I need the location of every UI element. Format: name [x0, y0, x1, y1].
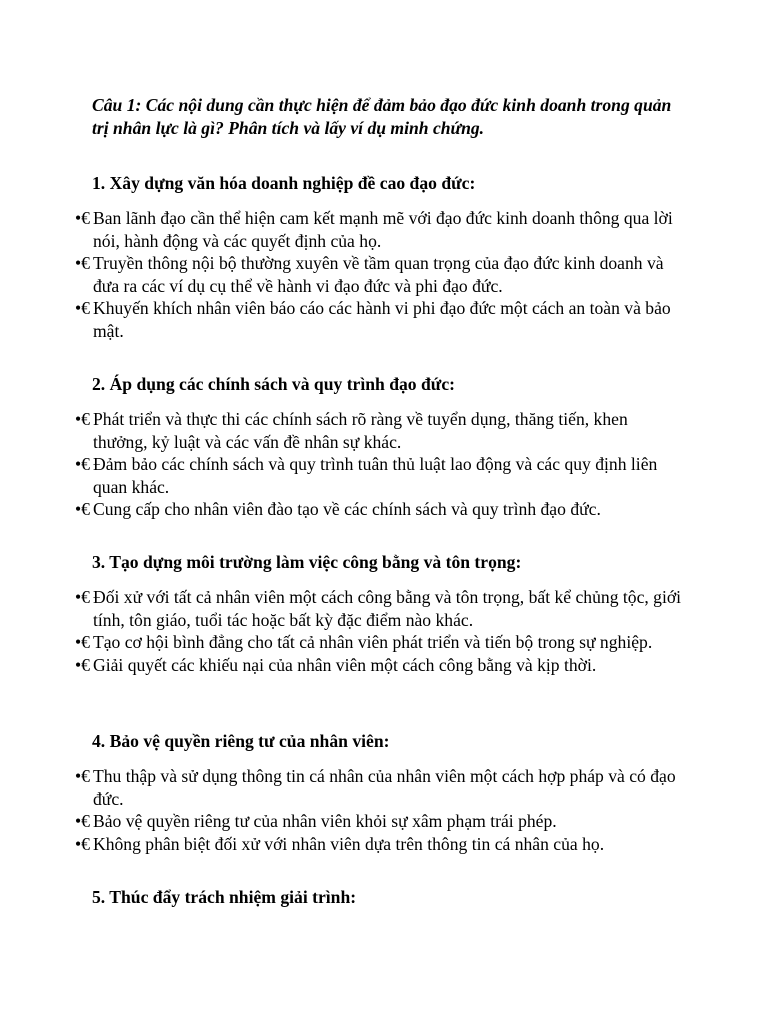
- list-item: [0, 408, 683, 453]
- list-item: [0, 833, 683, 856]
- list-item: [0, 252, 683, 297]
- bullet-mark: •€: [75, 409, 90, 429]
- list-item: [0, 654, 683, 677]
- list-item: [0, 207, 683, 252]
- bullet-text: Thu thập và sử dụng thông tin cá nhân của nhân viên một cách hợp pháp và có đạo đức.: [93, 766, 676, 809]
- bullet-list: [0, 207, 768, 343]
- bullet-text: Tạo cơ hội bình đẳng cho tất cả nhân viên phát triển và tiến bộ trong sự nghiệp.: [93, 632, 653, 653]
- bullet-text: Khuyến khích nhân viên báo cáo các hành vi phi đạo đức một cách an toàn và bảo mật.: [93, 298, 671, 341]
- bullet-mark: •€: [75, 587, 90, 607]
- bullet-mark: •€: [75, 833, 90, 854]
- bullet-text: Đối xử với tất cả nhân viên một cách công bằng và tôn trọng, bất kể chủng tộc, giới tính, tôn giáo, tuổi tác hoặc bất kỳ đặc điểm nào khác.: [93, 587, 682, 630]
- section-heading: 5. Thúc đẩy trách nhiệm giải trình:: [92, 887, 357, 907]
- section-heading: 4. Bảo vệ quyền riêng tư của nhân viên:: [92, 731, 390, 751]
- bullet-text: Giải quyết các khiếu nại của nhân viên một cách công bằng và kịp thời.: [93, 654, 597, 675]
- bullet-mark: •€: [75, 654, 90, 675]
- bullet-mark: •€: [75, 499, 90, 520]
- section-heading: 3. Tạo dựng môi trường làm việc công bằng và tôn trọng:: [92, 552, 522, 572]
- section-heading: 1. Xây dựng văn hóa doanh nghiệp đề cao đạo đức:: [92, 173, 476, 193]
- bullet-mark: •€: [75, 454, 90, 475]
- bullet-mark: •€: [75, 766, 90, 786]
- question-title: Câu 1: Các nội dung cần thực hiện để đảm bảo đạo đức kinh doanh trong quản trị nhân lực là gì? Phân tích và lấy ví dụ minh chứng.: [92, 95, 672, 138]
- bullet-mark: •€: [75, 253, 90, 274]
- bullet-mark: •€: [75, 208, 90, 228]
- bullet-text: Đảm bảo các chính sách và quy trình tuân thủ luật lao động và các quy định liên quan khác.: [93, 454, 658, 497]
- list-item: [0, 765, 683, 810]
- bullet-mark: •€: [75, 811, 90, 832]
- bullet-text: Phát triển và thực thi các chính sách rõ ràng về tuyển dụng, thăng tiến, khen thưởng, kỷ luật và các vấn đề nhân sự khác.: [93, 409, 628, 452]
- bullet-list: [0, 408, 768, 521]
- list-item: [0, 631, 683, 654]
- list-item: [0, 297, 683, 342]
- section-heading: 2. Áp dụng các chính sách và quy trình đạo đức:: [92, 374, 455, 394]
- bullet-text: Không phân biệt đối xử với nhân viên dựa trên thông tin cá nhân của họ.: [93, 833, 605, 854]
- bullet-mark: •€: [75, 298, 90, 319]
- bullet-list: [0, 765, 768, 855]
- list-item: [0, 586, 683, 631]
- list-item: [0, 498, 683, 521]
- bullet-text: Ban lãnh đạo cần thể hiện cam kết mạnh mẽ với đạo đức kinh doanh thông qua lời nói, hành động và các quyết định của họ.: [93, 208, 673, 251]
- bullet-text: Cung cấp cho nhân viên đào tạo về các chính sách và quy trình đạo đức.: [93, 499, 601, 520]
- list-item: [0, 810, 683, 833]
- bullet-text: Bảo vệ quyền riêng tư của nhân viên khỏi sự xâm phạm trái phép.: [93, 811, 557, 832]
- bullet-list: [0, 586, 768, 676]
- bullet-text: Truyền thông nội bộ thường xuyên về tầm quan trọng của đạo đức kinh doanh và đưa ra các ví dụ cụ thể về hành vi đạo đức và phi đạo đức.: [93, 253, 664, 296]
- bullet-mark: •€: [75, 632, 90, 653]
- list-item: [0, 453, 683, 498]
